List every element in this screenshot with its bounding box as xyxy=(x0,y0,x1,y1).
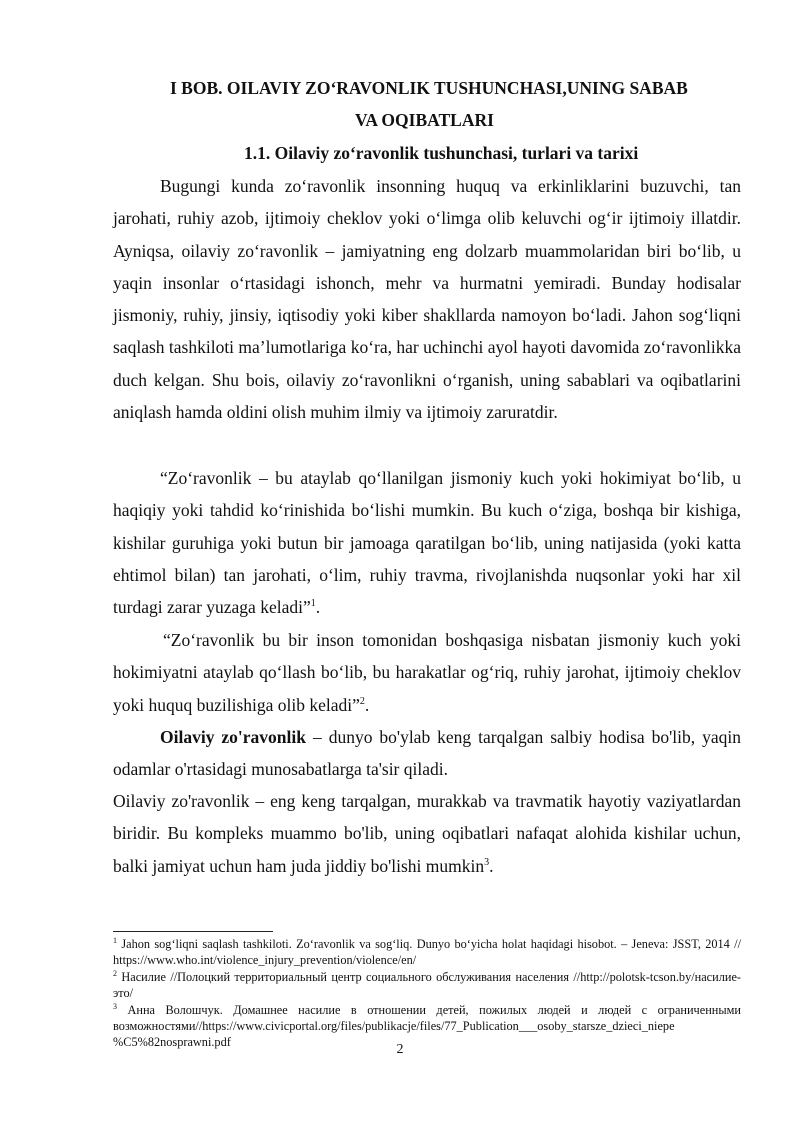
paragraph-complex-problem-end: . xyxy=(489,855,494,876)
paragraph-definition-quote-1 xyxy=(113,462,741,623)
footnote-ref-2[interactable]: 2 xyxy=(359,695,365,707)
paragraph-complex-problem-text: Oilaviy zo'ravonlik – eng keng tarqalgan, murakkab va travmatik hayotiy vaziyatlardan biridir. Bu kompleks muammo bo'lib, uning oqibatlari nafaqat alohida kishilar uchun, balki jamiyat uchun ham juda jiddiy bo'lishi mumkin xyxy=(113,791,741,876)
footnote-separator xyxy=(113,931,273,932)
footnotes xyxy=(113,936,741,1051)
footnote-2-number: 2 xyxy=(113,968,117,978)
footnote-2-text[interactable]: Насилие //Полоцкий территориальный центр социального обслуживания населения //http://polotsk-tcson.by/насилие-это/ xyxy=(113,969,741,1001)
quote-1-text: “Zo‘ravonlik – bu ataylab qo‘llanilgan jismoniy kuch yoki hokimiyat bo‘lib, u haqiqiy yoki tahdid ko‘rinishida bo‘lishi mumkin. Bu kuch o‘ziga, boshqa bir kishiga, kishilar guruhiga yoki butun bir jamoaga qaratilgan bo‘lib, uning natijasida (yoki katta ehtimol bilan) tan jarohati, o‘lim, ruhiy travma, rivojlanishda nuqsonlar yoki har xil turdagi zarar yuzaga keladi” xyxy=(113,468,741,618)
chapter-title-line1: I BOB. OILAVIY ZO‘RAVONLIK TUSHUNCHASI,UNING SABAB xyxy=(170,78,688,98)
paragraph-intro-text: Bugungi kunda zo‘ravonlik insonning huquq va erkinliklarini buzuvchi, tan jarohati, ruhiy azob, ijtimoiy cheklov yoki o‘limga olib keluvchi og‘ir ijtimoiy illatdir. Ayniqsa, oilaviy zo‘ravonlik – jamiyatning eng dolzarb muammolaridan biri bo‘lib, u yaqin insonlar o‘rtasidagi ishonch, mehr va hurmatni yemiradi. Bunday hodisalar jismoniy, ruhiy, jinsiy, iqtisodiy yoki kiber shakllarda namoyon bo‘ladi. Jahon sog‘liqni saqlash tashkiloti ma’lumotlariga ko‘ra, har uchinchi ayol hayoti davomida zo‘ravonlikka duch kelgan. Shu bois, oilaviy zo‘ravonlikni o‘rganish, uning sabablari va oqibatlarini aniqlash hamda oldini olish muhim ilmiy va ijtimoiy zaruratdir. xyxy=(113,176,741,423)
paragraph-domestic-violence-text: – dunyo bo'ylab keng tarqalgan salbiy hodisa bo'lib, yaqin odamlar o'rtasidagi munosabatlarga ta'sir qiladi. xyxy=(113,727,741,780)
term-bold: Oilaviy zo'ravonlik xyxy=(160,727,307,747)
quote-2-text: “Zo‘ravonlik bu bir inson tomonidan boshqasiga nisbatan jismoniy kuch yoki hokimiyatni ataylab qo‘llash bo‘lib, bu harakatlar og‘riq, ruhiy jarohat, ijtimoiy cheklov yoki huquq buzilishiga olib keladi” xyxy=(113,630,741,715)
quote-1-end: . xyxy=(315,597,321,618)
footnote-1 xyxy=(113,936,741,969)
section-title: 1.1. Oilaviy zo‘ravonlik tushunchasi, turlari va tarixi xyxy=(244,143,639,163)
paragraph-complex-problem xyxy=(113,785,741,882)
footnote-ref-1[interactable]: 1 xyxy=(310,598,316,610)
page-number: 2 xyxy=(396,1042,404,1057)
chapter-title-line2: VA OQIBATLARI xyxy=(355,110,494,130)
footnote-1-text[interactable]: Jahon sog‘liqni saqlash tashkiloti. Zo‘ravonlik va sog‘liq. Dunyo bo‘yicha holat haqidagi hisobot. – Jeneva: JSST, 2014 // https://www.who.int/violence_injury_prevention/violence/en/ xyxy=(113,937,741,968)
footnote-2 xyxy=(113,969,741,1002)
paragraph-domestic-violence xyxy=(113,721,741,786)
footnote-3-number: 3 xyxy=(113,1001,117,1011)
footnote-ref-3[interactable]: 3 xyxy=(484,856,490,868)
paragraph-intro xyxy=(113,170,741,428)
footnote-1-number: 1 xyxy=(113,935,117,945)
paragraph-definition-quote-2 xyxy=(113,624,741,721)
quote-2-end: . xyxy=(364,694,370,715)
footnote-3-text[interactable]: Анна Волошчук. Домашнее насилие в отношении детей, пожилых людей и людей с ограниченными возможностями//https://www.civicportal.org/files/publikacje/files/77_Publication___osoby_starsze_dzieci_niepe %C5%82nosprawni.pdf xyxy=(113,1002,741,1050)
